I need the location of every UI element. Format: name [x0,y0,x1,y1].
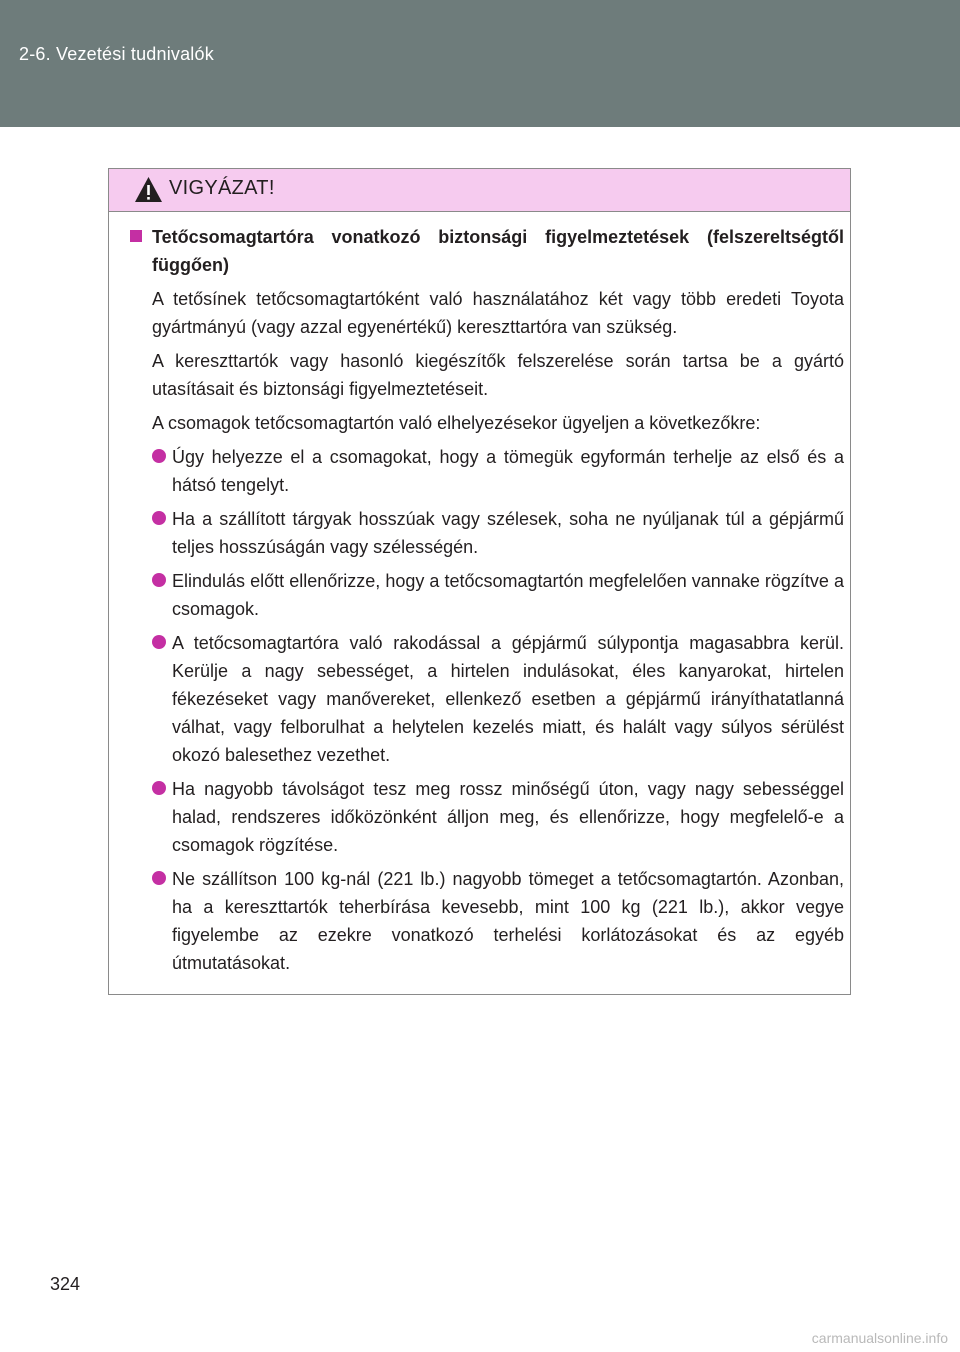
list-item [128,865,844,977]
paragraph: A tetősínek tetőcsomagtartóként való használatához két vagy több eredeti Toyota gyártmányú (vagy azzal egyenértékű) kereszttartóra van szükség. [152,289,844,337]
page-number: 324 [50,1274,81,1294]
warning-triangle-icon [134,176,163,203]
list-item-text: Ne szállítson 100 kg-nál (221 lb.) nagyobb tömeget a tetőcsomagtartón. Azonban, ha a kereszttartók teherbírása kevesebb, mint 100 kg (221 lb.), akkor vegye figyelembe az ezekre vonatkozó terhelési korlátozásokat és az egyéb útmutatásokat. [172,869,844,973]
bullet-dot-icon [152,573,166,587]
list-item [128,775,844,859]
warning-title: VIGYÁZAT! [169,177,275,199]
bullet-dot-icon [152,511,166,525]
warning-section-heading-text: Tetőcsomagtartóra vonatkozó biztonsági figyelmeztetések (felszereltségtől függően) [152,227,844,275]
warning-section-heading [128,223,844,279]
bullet-dot-icon [152,871,166,885]
list-item [128,567,844,623]
paragraph: A csomagok tetőcsomagtartón való elhelyezésekor ügyeljen a következőkre: [152,413,761,433]
list-item [128,629,844,769]
warning-content [128,223,844,983]
list-item [128,505,844,561]
paragraph: A kereszttartók vagy hasonló kiegészítők felszerelése során tartsa be a gyártó utasításait és biztonsági figyelmeztetéseit. [152,351,844,399]
warning-box [108,168,851,995]
bullet-dot-icon [152,449,166,463]
page-header [0,0,960,127]
list-item-text: A tetőcsomagtartóra való rakodással a gépjármű súlypontja magasabbra kerül. Kerülje a nagy sebességet, a hirtelen indulásokat, éles kanyarokat, hirtelen fékezéseket vagy manővereket, ellenkező esetben a gépjármű irányíthatatlanná válhat, vagy felborulhat a helytelen kezelés miatt, és halált vagy súlyos sérülést okozó balesethez vezethet. [172,633,844,765]
square-bullet-icon [130,230,142,242]
list-item-text: Ha a szállított tárgyak hosszúak vagy szélesek, soha ne nyúljanak túl a gépjármű teljes hosszúságán vagy szélességén. [172,509,844,557]
list-item-text: Úgy helyezze el a csomagokat, hogy a tömegük egyformán terhelje az első és a hátsó tengelyt. [172,447,844,495]
bullet-dot-icon [152,635,166,649]
list-item-text: Ha nagyobb távolságot tesz meg rossz minőségű úton, vagy nagy sebességgel halad, rendszeres időközönként álljon meg, és ellenőrizze, hogy megfelelő-e a csomagok rögzítése. [172,779,844,855]
list-item [128,443,844,499]
list-item-text: Elindulás előtt ellenőrizze, hogy a tetőcsomagtartón megfelelően vannake rögzítve a csomagok. [172,571,844,619]
section-title: 2-6. Vezetési tudnivalók [19,44,214,64]
bullet-dot-icon [152,781,166,795]
watermark: carmanualsonline.info [811,1330,948,1346]
warning-header [109,169,850,212]
